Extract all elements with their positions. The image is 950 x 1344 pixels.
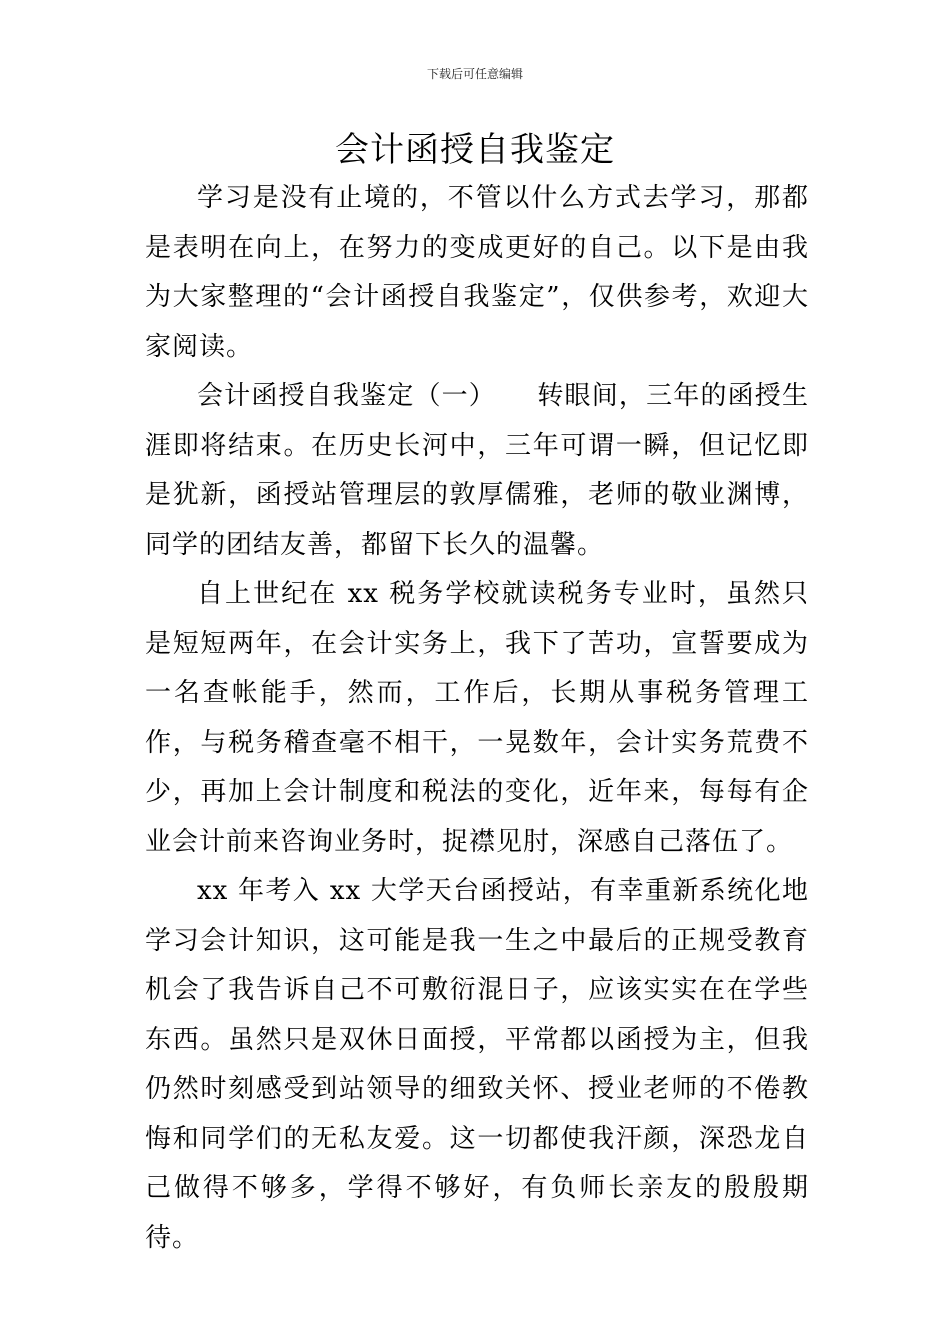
paragraph-section-one: 会计函授自我鉴定（一） 转眼间，三年的函授生涯即将结束。在历史长河中，三年可谓一瞬，但记忆即是犹新，函授站管理层的敦厚儒雅，老师的敬业渊博，同学的团结友善，都留下长久的温馨。 (145, 381, 809, 560)
document-body (145, 174, 809, 1263)
paragraph-intro: 学习是没有止境的，不管以什么方式去学习，那都是表明在向上，在努力的变成更好的自己。以下是由我为大家整理的“会计函授自我鉴定”，仅供参考，欢迎大家阅读。 (145, 183, 809, 362)
document-title: 会计函授自我鉴定 (335, 130, 615, 170)
paragraph-background: 自上世纪在 xx 税务学校就读税务专业时，虽然只是短短两年，在会计实务上，我下了苦功，宣誓要成为一名查帐能手，然而，工作后，长期从事税务管理工作，与税务稽查毫不相干，一晃数年，会计实务荒费不少，再加上会计制度和税法的变化，近年来，每每有企业会计前来咨询业务时，捉襟见肘，深感自己落伍了。 (145, 579, 809, 857)
paragraph-study: xx 年考入 xx 大学天台函授站，有幸重新系统化地学习会计知识，这可能是我一生之中最后的正规受教育机会了我告诉自己不可敷衍混日子，应该实实在在学些东西。虽然只是双休日面授，平常都以函授为主，但我仍然时刻感受到站领导的细致关怀、授业老师的不倦教悔和同学们的无私友爱。这一切都使我汗颜，深恐龙自己做得不够多，学得不够好，有负师长亲友的殷殷期待。 (145, 876, 809, 1253)
header-note: 下载后可任意编辑 (426, 67, 523, 81)
